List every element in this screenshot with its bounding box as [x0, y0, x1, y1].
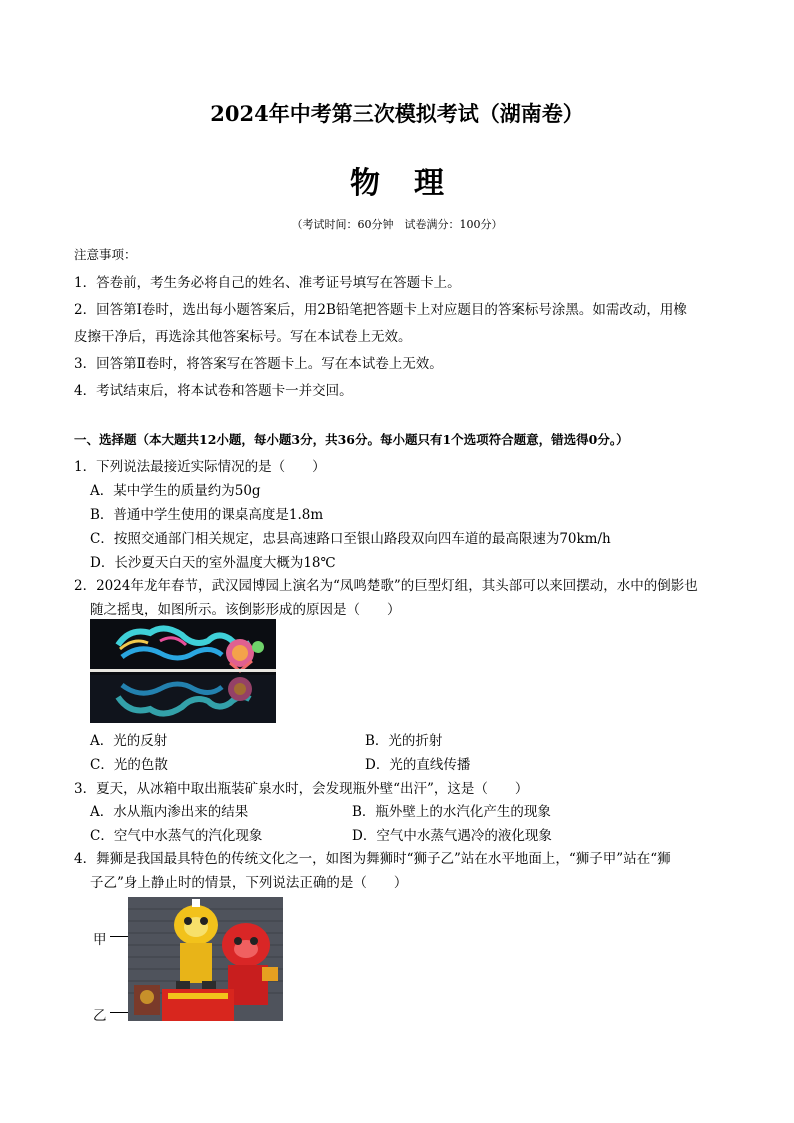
exam-info: （考试时间：60分钟 试卷满分：100分） — [291, 218, 503, 231]
question-2-option-b: B．光的折射 — [365, 733, 443, 749]
question-3-stem: 3．夏天，从冰箱中取出瓶装矿泉水时，会发现瓶外壁“出汗”，这是（ ） — [74, 781, 529, 797]
label-yi-line — [110, 1012, 130, 1013]
note-item: 2．回答第Ⅰ卷时，选出每小题答案后，用2B铅笔把答题卡上对应题目的答案标号涂黑。如需改动，用橡 — [74, 302, 687, 318]
question-1-option-b: B．普通中学生使用的课桌高度是1.8m — [90, 507, 324, 523]
label-jia: 甲 — [93, 932, 107, 948]
question-4-stem: 4．舞狮是我国最具特色的传统文化之一，如图为舞狮时“狮子乙”站在水平地面上，“狮子甲”站在“狮 — [74, 851, 671, 867]
question-3-option-a: A．水从瓶内渗出来的结果 — [90, 804, 249, 820]
question-2-option-a: A．光的反射 — [90, 733, 168, 749]
lantern-reflection-illustration — [90, 619, 276, 723]
question-4-stem: 子乙”身上静止时的情景，下列说法正确的是（ ） — [90, 875, 408, 891]
lantern-reflection-photo — [90, 619, 276, 723]
lion-dance-photo — [128, 897, 283, 1021]
question-3-option-c: C．空气中水蒸气的汽化现象 — [90, 828, 263, 844]
subject-title: 物理 — [350, 166, 478, 201]
question-1-stem: 1．下列说法最接近实际情况的是（ ） — [74, 459, 326, 475]
exam-title: 2024年中考第三次模拟考试（湖南卷） — [210, 101, 584, 126]
note-item: 1．答卷前，考生务必将自己的姓名、准考证号填写在答题卡上。 — [74, 275, 461, 291]
note-item: 4．考试结束后，将本试卷和答题卡一并交回。 — [74, 383, 353, 399]
label-yi: 乙 — [93, 1008, 107, 1024]
label-jia-line — [110, 936, 130, 937]
bottom-lion-icon — [162, 989, 234, 1021]
question-2-stem: 2．2024年龙年春节，武汉园博园上演名为“凤鸣楚歌”的巨型灯组，其头部可以来回摆动，水中的倒影也 — [74, 578, 698, 594]
notes-heading: 注意事项： — [74, 247, 137, 262]
note-item: 3．回答第Ⅱ卷时，将答案写在答题卡上。写在本试卷上无效。 — [74, 356, 443, 372]
question-1-option-a: A．某中学生的质量约为50g — [90, 483, 261, 499]
question-3-option-d: D．空气中水蒸气遇冷的液化现象 — [352, 828, 552, 844]
note-item: 皮擦干净后，再选涂其他答案标号。写在本试卷上无效。 — [74, 329, 412, 345]
question-3-option-b: B．瓶外壁上的水汽化产生的现象 — [352, 804, 551, 820]
question-2-option-d: D．光的直线传播 — [365, 757, 471, 773]
lion-dance-illustration — [128, 897, 283, 1021]
question-1-option-c: C．按照交通部门相关规定，忠县高速路口至银山路段双向四车道的最高限速为70km/h — [90, 531, 611, 547]
yellow-lion-icon — [174, 899, 218, 991]
question-2-option-c: C．光的色散 — [90, 757, 168, 773]
question-1-option-d: D．长沙夏天白天的室外温度大概为18℃ — [90, 555, 336, 571]
question-2-stem: 随之摇曳，如图所示。该倒影形成的原因是（ ） — [90, 602, 401, 618]
section-heading: 一、选择题（本大题共12小题，每小题3分，共36分。每小题只有1个选项符合题意，错选得0分。） — [74, 432, 629, 447]
